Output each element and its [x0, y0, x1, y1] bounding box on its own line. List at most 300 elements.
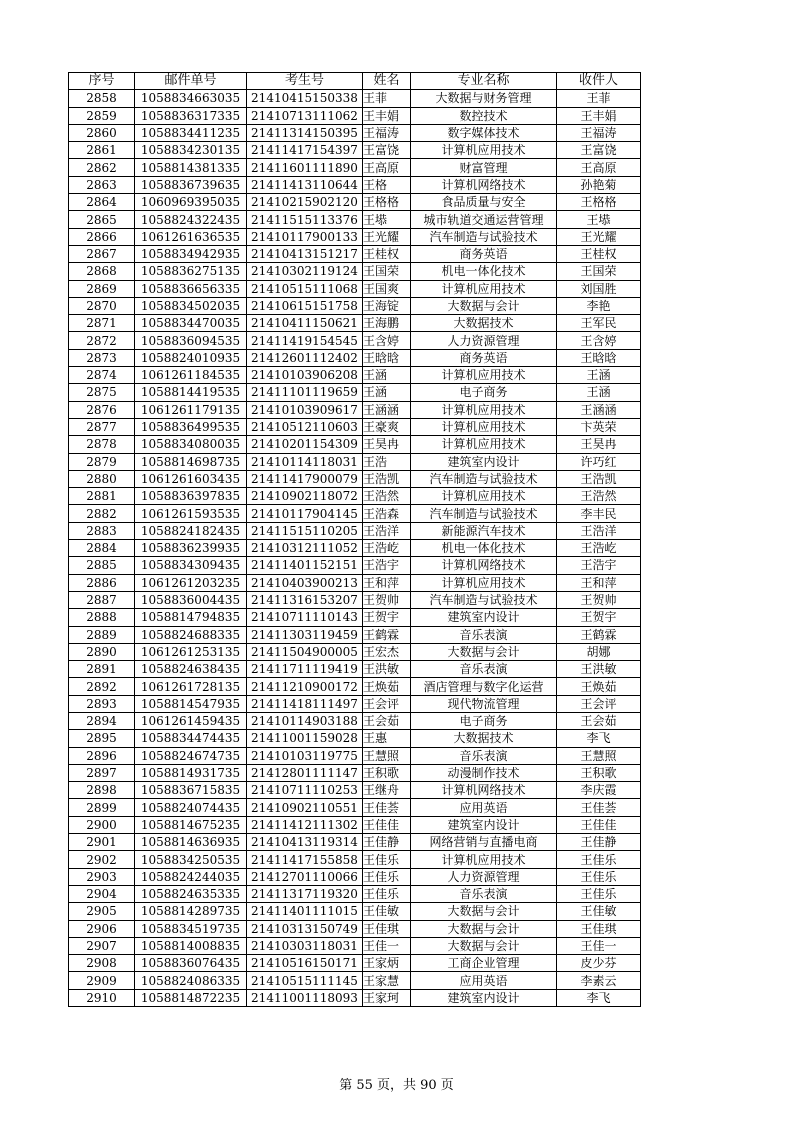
- cell-seq: 2898: [69, 782, 135, 799]
- cell-name: 王继舟: [363, 782, 411, 799]
- cell-mail-no: 1058824322435: [135, 211, 247, 228]
- cell-name: 王菲: [363, 90, 411, 107]
- cell-recipient: 李丰民: [557, 505, 641, 522]
- table-row: [69, 609, 641, 626]
- table-row: [69, 574, 641, 591]
- cell-name: 王晗晗: [363, 349, 411, 366]
- cell-recipient: 王丰娟: [557, 107, 641, 124]
- cell-exam-no: 21411601111890: [247, 159, 363, 176]
- table-row: [69, 989, 641, 1006]
- header-recipient: 收件人: [557, 73, 641, 90]
- cell-recipient: 王会茹: [557, 712, 641, 729]
- cell-major: 计算机应用技术: [411, 142, 557, 159]
- cell-seq: 2904: [69, 885, 135, 902]
- cell-seq: 2874: [69, 367, 135, 384]
- cell-exam-no: 21410117904145: [247, 505, 363, 522]
- cell-seq: 2869: [69, 280, 135, 297]
- cell-mail-no: 1058836094535: [135, 332, 247, 349]
- cell-exam-no: 21412601112402: [247, 349, 363, 366]
- cell-name: 王高原: [363, 159, 411, 176]
- cell-name: 王浩然: [363, 488, 411, 505]
- cell-seq: 2883: [69, 522, 135, 539]
- cell-mail-no: 1058824688335: [135, 626, 247, 643]
- cell-mail-no: 1058834411235: [135, 124, 247, 141]
- cell-major: 音乐表演: [411, 747, 557, 764]
- cell-mail-no: 1058834080035: [135, 436, 247, 453]
- cell-name: 王涵: [363, 384, 411, 401]
- cell-recipient: 皮少芬: [557, 955, 641, 972]
- table-row: [69, 868, 641, 885]
- header-row: [69, 73, 641, 90]
- cell-exam-no: 21411314150395: [247, 124, 363, 141]
- cell-exam-no: 21411210900172: [247, 678, 363, 695]
- cell-name: 王佳乐: [363, 868, 411, 885]
- cell-exam-no: 21410516150171: [247, 955, 363, 972]
- cell-recipient: 王佳佳: [557, 816, 641, 833]
- cell-seq: 2860: [69, 124, 135, 141]
- cell-name: 王慧照: [363, 747, 411, 764]
- cell-seq: 2891: [69, 661, 135, 678]
- cell-exam-no: 21411303119459: [247, 626, 363, 643]
- cell-seq: 2876: [69, 401, 135, 418]
- cell-mail-no: 1058834663035: [135, 90, 247, 107]
- cell-major: 电子商务: [411, 384, 557, 401]
- cell-major: 现代物流管理: [411, 695, 557, 712]
- cell-seq: 2897: [69, 764, 135, 781]
- cell-recipient: 王军民: [557, 315, 641, 332]
- page-footer: 第 55 页，共 90 页: [339, 1078, 454, 1093]
- table-row: [69, 159, 641, 176]
- table-row: [69, 349, 641, 366]
- cell-exam-no: 21411001159028: [247, 730, 363, 747]
- table-row: [69, 315, 641, 332]
- cell-recipient: 王浩洋: [557, 522, 641, 539]
- cell-exam-no: 21410413119314: [247, 834, 363, 851]
- cell-recipient: 李飞: [557, 730, 641, 747]
- cell-name: 王昊冉: [363, 436, 411, 453]
- cell-seq: 2866: [69, 228, 135, 245]
- cell-exam-no: 21410902118072: [247, 488, 363, 505]
- cell-seq: 2902: [69, 851, 135, 868]
- table-row: [69, 245, 641, 262]
- cell-name: 王海锭: [363, 297, 411, 314]
- cell-recipient: 王慧照: [557, 747, 641, 764]
- table-row: [69, 124, 641, 141]
- table-row: [69, 557, 641, 574]
- table-row: [69, 903, 641, 920]
- cell-name: 王国荣: [363, 263, 411, 280]
- cell-seq: 2890: [69, 643, 135, 660]
- header-major: 专业名称: [411, 73, 557, 90]
- cell-major: 大数据与会计: [411, 643, 557, 660]
- cell-major: 商务英语: [411, 245, 557, 262]
- cell-recipient: 王佳荟: [557, 799, 641, 816]
- cell-mail-no: 1061261728135: [135, 678, 247, 695]
- table-row: [69, 695, 641, 712]
- cell-mail-no: 1058814794835: [135, 609, 247, 626]
- cell-name: 王鹤霖: [363, 626, 411, 643]
- cell-seq: 2867: [69, 245, 135, 262]
- cell-recipient: 王桂权: [557, 245, 641, 262]
- cell-name: 王涵涵: [363, 401, 411, 418]
- cell-name: 王积歌: [363, 764, 411, 781]
- cell-mail-no: 1058824635335: [135, 885, 247, 902]
- cell-exam-no: 21410103119775: [247, 747, 363, 764]
- cell-name: 王洪敏: [363, 661, 411, 678]
- cell-exam-no: 21411515113376: [247, 211, 363, 228]
- cell-recipient: 王和萍: [557, 574, 641, 591]
- cell-mail-no: 1058814008835: [135, 937, 247, 954]
- cell-exam-no: 21411419154545: [247, 332, 363, 349]
- cell-mail-no: 1058836499535: [135, 418, 247, 435]
- cell-seq: 2873: [69, 349, 135, 366]
- cell-exam-no: 21411317119320: [247, 885, 363, 902]
- table-row: [69, 747, 641, 764]
- cell-recipient: 李飞: [557, 989, 641, 1006]
- table-row: [69, 332, 641, 349]
- cell-exam-no: 21410117900133: [247, 228, 363, 245]
- cell-seq: 2861: [69, 142, 135, 159]
- table-row: [69, 401, 641, 418]
- cell-recipient: 孙艳菊: [557, 176, 641, 193]
- cell-name: 王贺宇: [363, 609, 411, 626]
- cell-name: 王宏杰: [363, 643, 411, 660]
- cell-name: 王佳佳: [363, 816, 411, 833]
- cell-seq: 2884: [69, 540, 135, 557]
- cell-exam-no: 21410615151758: [247, 297, 363, 314]
- cell-major: 大数据与会计: [411, 920, 557, 937]
- cell-major: 商务英语: [411, 349, 557, 366]
- cell-mail-no: 1058836076435: [135, 955, 247, 972]
- cell-name: 王涵: [363, 367, 411, 384]
- cell-name: 王福涛: [363, 124, 411, 141]
- cell-name: 王塨: [363, 211, 411, 228]
- cell-recipient: 王国荣: [557, 263, 641, 280]
- cell-mail-no: 1058814289735: [135, 903, 247, 920]
- cell-mail-no: 1058834309435: [135, 557, 247, 574]
- cell-recipient: 王佳乐: [557, 851, 641, 868]
- table-row: [69, 712, 641, 729]
- cell-exam-no: 21411316153207: [247, 591, 363, 608]
- cell-major: 建筑室内设计: [411, 989, 557, 1006]
- cell-seq: 2877: [69, 418, 135, 435]
- cell-exam-no: 21410201154309: [247, 436, 363, 453]
- cell-name: 王浩洋: [363, 522, 411, 539]
- table-row: [69, 297, 641, 314]
- cell-major: 建筑室内设计: [411, 609, 557, 626]
- cell-mail-no: 1058834230135: [135, 142, 247, 159]
- table-row: [69, 661, 641, 678]
- cell-name: 王浩森: [363, 505, 411, 522]
- cell-major: 工商企业管理: [411, 955, 557, 972]
- cell-mail-no: 1061261603435: [135, 470, 247, 487]
- cell-major: 汽车制造与试验技术: [411, 591, 557, 608]
- cell-exam-no: 21411413110644: [247, 176, 363, 193]
- cell-name: 王丰娟: [363, 107, 411, 124]
- cell-major: 动漫制作技术: [411, 764, 557, 781]
- cell-name: 王浩屹: [363, 540, 411, 557]
- cell-seq: 2865: [69, 211, 135, 228]
- table-row: [69, 90, 641, 107]
- table-row: [69, 643, 641, 660]
- cell-name: 王浩: [363, 453, 411, 470]
- cell-major: 音乐表演: [411, 626, 557, 643]
- cell-recipient: 王焕茹: [557, 678, 641, 695]
- cell-mail-no: 1058824182435: [135, 522, 247, 539]
- table-row: [69, 972, 641, 989]
- cell-exam-no: 21411412111302: [247, 816, 363, 833]
- cell-mail-no: 1058814636935: [135, 834, 247, 851]
- cell-seq: 2863: [69, 176, 135, 193]
- cell-major: 数控技术: [411, 107, 557, 124]
- table-row: [69, 834, 641, 851]
- cell-mail-no: 1061261593535: [135, 505, 247, 522]
- cell-exam-no: 21411711119419: [247, 661, 363, 678]
- cell-recipient: 王浩然: [557, 488, 641, 505]
- table-row: [69, 764, 641, 781]
- cell-exam-no: 21410413151217: [247, 245, 363, 262]
- cell-seq: 2885: [69, 557, 135, 574]
- cell-exam-no: 21411401111015: [247, 903, 363, 920]
- cell-recipient: 王涵: [557, 367, 641, 384]
- cell-recipient: 许巧红: [557, 453, 641, 470]
- cell-exam-no: 21411401152151: [247, 557, 363, 574]
- cell-exam-no: 21410711110143: [247, 609, 363, 626]
- cell-name: 王和萍: [363, 574, 411, 591]
- cell-recipient: 胡娜: [557, 643, 641, 660]
- cell-major: 计算机应用技术: [411, 401, 557, 418]
- cell-major: 计算机应用技术: [411, 418, 557, 435]
- cell-name: 王佳乐: [363, 851, 411, 868]
- cell-major: 城市轨道交通运营管理: [411, 211, 557, 228]
- cell-recipient: 王洪敏: [557, 661, 641, 678]
- cell-name: 王佳静: [363, 834, 411, 851]
- cell-major: 计算机应用技术: [411, 851, 557, 868]
- cell-major: 计算机应用技术: [411, 436, 557, 453]
- cell-recipient: 王涵涵: [557, 401, 641, 418]
- table-row: [69, 591, 641, 608]
- table-row: [69, 920, 641, 937]
- cell-name: 王格: [363, 176, 411, 193]
- cell-recipient: 卞英荣: [557, 418, 641, 435]
- cell-major: 电子商务: [411, 712, 557, 729]
- cell-major: 计算机网络技术: [411, 176, 557, 193]
- cell-exam-no: 21410114118031: [247, 453, 363, 470]
- cell-major: 大数据与会计: [411, 903, 557, 920]
- cell-mail-no: 1058836739635: [135, 176, 247, 193]
- cell-seq: 2864: [69, 194, 135, 211]
- cell-recipient: 王会评: [557, 695, 641, 712]
- cell-exam-no: 21410902110551: [247, 799, 363, 816]
- cell-name: 王家珂: [363, 989, 411, 1006]
- cell-recipient: 王浩屹: [557, 540, 641, 557]
- cell-major: 汽车制造与试验技术: [411, 228, 557, 245]
- cell-major: 应用英语: [411, 972, 557, 989]
- cell-seq: 2889: [69, 626, 135, 643]
- cell-seq: 2900: [69, 816, 135, 833]
- cell-recipient: 王积歌: [557, 764, 641, 781]
- cell-seq: 2887: [69, 591, 135, 608]
- table-row: [69, 626, 641, 643]
- cell-exam-no: 21411417155858: [247, 851, 363, 868]
- cell-mail-no: 1061261184535: [135, 367, 247, 384]
- cell-major: 大数据与财务管理: [411, 90, 557, 107]
- cell-recipient: 王福涛: [557, 124, 641, 141]
- cell-mail-no: 1061261253135: [135, 643, 247, 660]
- cell-mail-no: 1058814698735: [135, 453, 247, 470]
- cell-exam-no: 21410313150749: [247, 920, 363, 937]
- header-mail-no: 邮件单号: [135, 73, 247, 90]
- cell-seq: 2886: [69, 574, 135, 591]
- cell-name: 王浩宇: [363, 557, 411, 574]
- cell-exam-no: 21411417900079: [247, 470, 363, 487]
- cell-seq: 2879: [69, 453, 135, 470]
- cell-mail-no: 1058834474435: [135, 730, 247, 747]
- table-row: [69, 384, 641, 401]
- cell-mail-no: 1061261459435: [135, 712, 247, 729]
- cell-seq: 2908: [69, 955, 135, 972]
- cell-mail-no: 1058814872235: [135, 989, 247, 1006]
- table-row: [69, 851, 641, 868]
- cell-mail-no: 1058814675235: [135, 816, 247, 833]
- cell-recipient: 刘国胜: [557, 280, 641, 297]
- table-row: [69, 782, 641, 799]
- cell-recipient: 王浩凯: [557, 470, 641, 487]
- cell-mail-no: 1060969395035: [135, 194, 247, 211]
- cell-exam-no: 21410312111052: [247, 540, 363, 557]
- table-row: [69, 955, 641, 972]
- cell-recipient: 李庆霞: [557, 782, 641, 799]
- table-row: [69, 505, 641, 522]
- cell-recipient: 王晗晗: [557, 349, 641, 366]
- cell-recipient: 王鹤霖: [557, 626, 641, 643]
- cell-name: 王光耀: [363, 228, 411, 245]
- cell-seq: 2895: [69, 730, 135, 747]
- table-row: [69, 176, 641, 193]
- roster-body: [69, 90, 641, 1007]
- cell-seq: 2870: [69, 297, 135, 314]
- table-row: [69, 730, 641, 747]
- table-row: [69, 418, 641, 435]
- cell-name: 王惠: [363, 730, 411, 747]
- cell-exam-no: 21411504900005: [247, 643, 363, 660]
- cell-seq: 2862: [69, 159, 135, 176]
- cell-recipient: 王昊冉: [557, 436, 641, 453]
- cell-name: 王佳一: [363, 937, 411, 954]
- cell-exam-no: 21411417154397: [247, 142, 363, 159]
- cell-major: 网络营销与直播电商: [411, 834, 557, 851]
- cell-recipient: 王富饶: [557, 142, 641, 159]
- cell-recipient: 王涵: [557, 384, 641, 401]
- roster-table: [68, 72, 641, 1007]
- cell-seq: 2878: [69, 436, 135, 453]
- cell-mail-no: 1061261203235: [135, 574, 247, 591]
- table-row: [69, 937, 641, 954]
- cell-major: 汽车制造与试验技术: [411, 505, 557, 522]
- cell-mail-no: 1058834519735: [135, 920, 247, 937]
- cell-name: 王格格: [363, 194, 411, 211]
- table-row: [69, 488, 641, 505]
- cell-recipient: 王佳敏: [557, 903, 641, 920]
- cell-mail-no: 1058824010935: [135, 349, 247, 366]
- cell-exam-no: 21410103906208: [247, 367, 363, 384]
- cell-major: 音乐表演: [411, 885, 557, 902]
- cell-recipient: 王贺帅: [557, 591, 641, 608]
- cell-recipient: 李艳: [557, 297, 641, 314]
- cell-major: 食品质量与安全: [411, 194, 557, 211]
- table-row: [69, 263, 641, 280]
- cell-exam-no: 21410415150338: [247, 90, 363, 107]
- cell-mail-no: 1058834470035: [135, 315, 247, 332]
- header-name: 姓名: [363, 73, 411, 90]
- cell-name: 王桂权: [363, 245, 411, 262]
- cell-major: 计算机应用技术: [411, 280, 557, 297]
- cell-major: 新能源汽车技术: [411, 522, 557, 539]
- cell-exam-no: 21410303118031: [247, 937, 363, 954]
- cell-name: 王海鹏: [363, 315, 411, 332]
- cell-seq: 2896: [69, 747, 135, 764]
- cell-major: 应用英语: [411, 799, 557, 816]
- cell-seq: 2858: [69, 90, 135, 107]
- cell-exam-no: 21410114903188: [247, 712, 363, 729]
- cell-seq: 2871: [69, 315, 135, 332]
- cell-mail-no: 1058836317335: [135, 107, 247, 124]
- cell-seq: 2880: [69, 470, 135, 487]
- cell-exam-no: 21410515111145: [247, 972, 363, 989]
- cell-major: 计算机应用技术: [411, 367, 557, 384]
- cell-seq: 2899: [69, 799, 135, 816]
- cell-major: 计算机应用技术: [411, 574, 557, 591]
- cell-major: 汽车制造与试验技术: [411, 470, 557, 487]
- cell-mail-no: 1058814381335: [135, 159, 247, 176]
- table-row: [69, 470, 641, 487]
- cell-name: 王家慧: [363, 972, 411, 989]
- cell-seq: 2907: [69, 937, 135, 954]
- table-row: [69, 885, 641, 902]
- cell-mail-no: 1058814419535: [135, 384, 247, 401]
- cell-mail-no: 1058814547935: [135, 695, 247, 712]
- cell-seq: 2892: [69, 678, 135, 695]
- cell-exam-no: 21411001118093: [247, 989, 363, 1006]
- cell-recipient: 王浩宇: [557, 557, 641, 574]
- table-row: [69, 799, 641, 816]
- cell-exam-no: 21410411150621: [247, 315, 363, 332]
- cell-exam-no: 21411101119659: [247, 384, 363, 401]
- cell-major: 大数据与会计: [411, 297, 557, 314]
- cell-mail-no: 1061261179135: [135, 401, 247, 418]
- cell-name: 王会评: [363, 695, 411, 712]
- cell-seq: 2906: [69, 920, 135, 937]
- cell-major: 计算机应用技术: [411, 488, 557, 505]
- cell-major: 大数据技术: [411, 315, 557, 332]
- cell-seq: 2905: [69, 903, 135, 920]
- cell-major: 机电一体化技术: [411, 540, 557, 557]
- cell-recipient: 王佳乐: [557, 885, 641, 902]
- cell-seq: 2888: [69, 609, 135, 626]
- cell-exam-no: 21410103909617: [247, 401, 363, 418]
- cell-mail-no: 1061261636535: [135, 228, 247, 245]
- table-row: [69, 367, 641, 384]
- cell-exam-no: 21410302119124: [247, 263, 363, 280]
- cell-recipient: 王佳一: [557, 937, 641, 954]
- cell-seq: 2882: [69, 505, 135, 522]
- cell-recipient: 王高原: [557, 159, 641, 176]
- cell-name: 王佳荟: [363, 799, 411, 816]
- cell-seq: 2909: [69, 972, 135, 989]
- cell-exam-no: 21412801111147: [247, 764, 363, 781]
- cell-major: 大数据与会计: [411, 937, 557, 954]
- cell-mail-no: 1058836656335: [135, 280, 247, 297]
